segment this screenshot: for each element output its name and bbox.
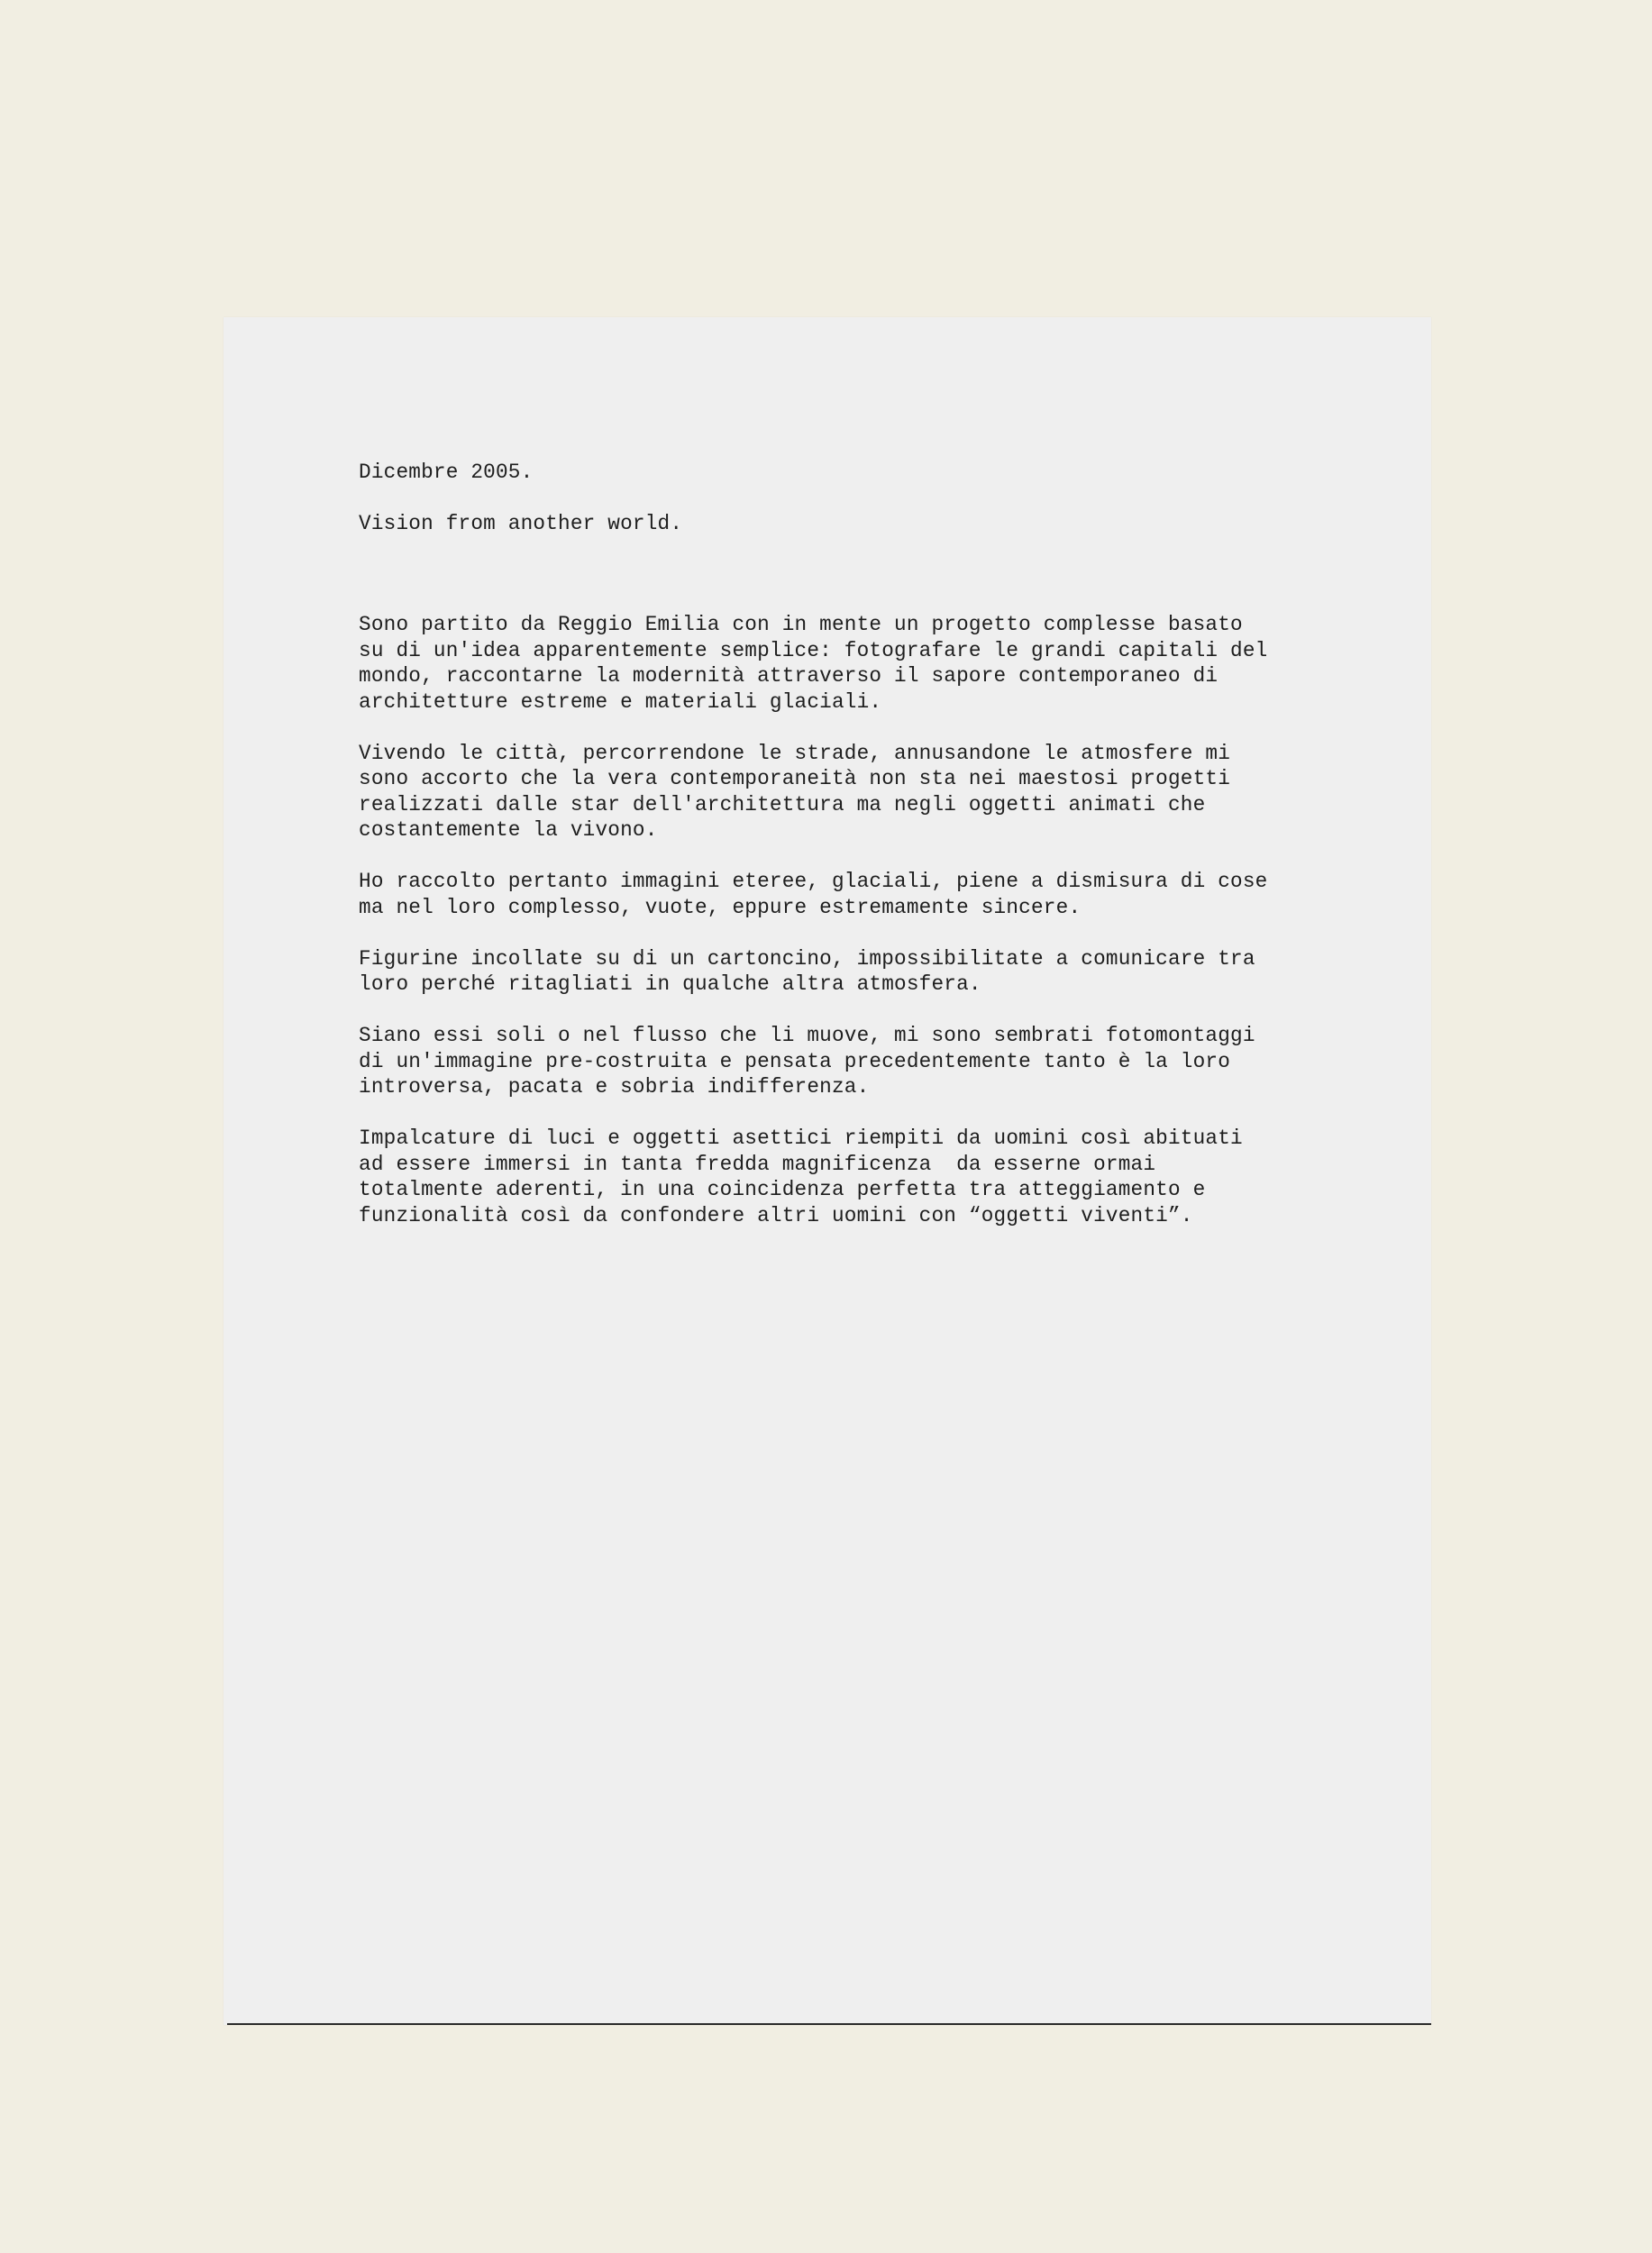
document-text	[359, 460, 1350, 1254]
text-line: funzionalità così da confondere altri uomini con “oggetti viventi”.	[359, 1203, 1193, 1227]
paragraph-6	[359, 1126, 1350, 1228]
paragraph-1	[359, 612, 1350, 715]
text-line: totalmente aderenti, in una coincidenza perfetta tra atteggiamento e	[359, 1178, 1206, 1201]
text-line: ma nel loro complesso, vuote, eppure estremamente sincere.	[359, 895, 1082, 919]
text-line: sono accorto che la vera contemporaneità non sta nei maestosi progetti	[359, 767, 1231, 790]
text-line: su di un'idea apparentemente semplice: fotografare le grandi capitali del	[359, 638, 1268, 662]
text-line: Siano essi soli o nel flusso che li muove, mi sono sembrati fotomontaggi	[359, 1024, 1255, 1047]
text-line: costantemente la vivono.	[359, 818, 658, 842]
text-line: introversa, pacata e sobria indifferenza.	[359, 1075, 870, 1099]
paragraph-2	[359, 741, 1350, 844]
paragraph-3	[359, 869, 1350, 920]
text-line: ad essere immersi in tanta fredda magnificenza da esserne ormai	[359, 1152, 1156, 1176]
text-line: di un'immagine pre-costruita e pensata precedentemente tanto è la loro	[359, 1049, 1231, 1073]
text-line: loro perché ritagliati in qualche altra atmosfera.	[359, 972, 981, 996]
paragraph-4	[359, 946, 1350, 998]
text-line: Impalcature di luci e oggetti asettici riempiti da uomini così abituati	[359, 1126, 1243, 1150]
text-line: architetture estreme e materiali glaciali.	[359, 689, 882, 714]
text-line: mondo, raccontarne la modernità attraverso il sapore contemporaneo di	[359, 664, 1218, 688]
text-line: Sono partito da Reggio Emilia con in mente un progetto complesse basato	[359, 613, 1243, 636]
text-line: realizzati dalle star dell'architettura ma negli oggetti animati che	[359, 792, 1206, 816]
sheet-bottom-edge	[227, 2023, 1431, 2025]
paragraph-5	[359, 1023, 1350, 1100]
text-line: Ho raccolto pertanto immagini eteree, glaciali, piene a dismisura di cose	[359, 870, 1268, 893]
text-line: Vivendo le città, percorrendone le strade, annusandone le atmosfere mi	[359, 741, 1231, 765]
document-title: Vision from another world.	[359, 511, 683, 535]
text-line: Figurine incollate su di un cartoncino, impossibilitate a comunicare tra	[359, 946, 1255, 971]
document-date: Dicembre 2005.	[359, 461, 534, 484]
